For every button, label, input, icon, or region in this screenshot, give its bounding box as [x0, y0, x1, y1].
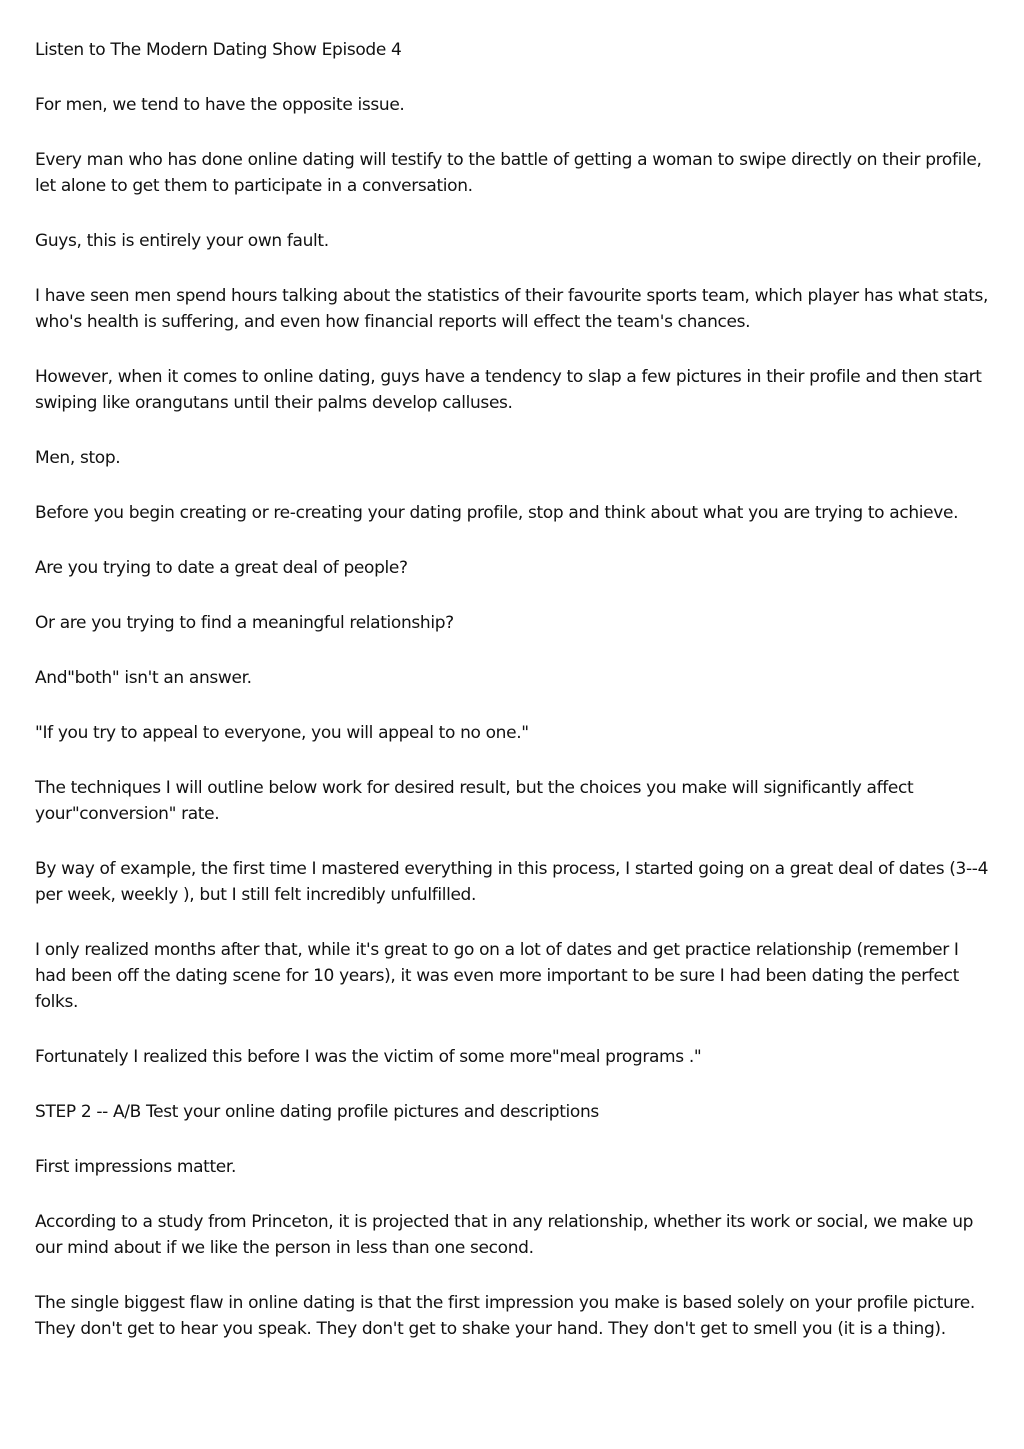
paragraph: And"both" isn't an answer. [35, 668, 252, 688]
paragraph: The single biggest flaw in online dating is that the first impression you make is based solely on your profile picture. They don't get to hear you speak. They don't get to shake your hand. They don't get to smell you (it is a thing). [35, 1293, 975, 1339]
paragraph: First impressions matter. [35, 1157, 237, 1177]
paragraph: However, when it comes to online dating, guys have a tendency to slap a few pictures in their profile and then start swiping like orangutans until their palms develop calluses. [35, 367, 982, 413]
paragraph: Fortunately I realized this before I was the victim of some more"meal programs ." [35, 1047, 702, 1067]
document-body [35, 37, 993, 1371]
paragraph: The techniques I will outline below work for desired result, but the choices you make will significantly affect your"conversion" rate. [35, 778, 914, 824]
paragraph: Guys, this is entirely your own fault. [35, 231, 329, 251]
paragraph: Before you begin creating or re-creating your dating profile, stop and think about what you are trying to achieve. [35, 503, 959, 523]
step-heading: STEP 2 -- A/B Test your online dating profile pictures and descriptions [35, 1102, 599, 1122]
paragraph: Every man who has done online dating will testify to the battle of getting a woman to swipe directly on their profile, let alone to get them to participate in a conversation. [35, 150, 982, 196]
paragraph: Or are you trying to find a meaningful relationship? [35, 613, 454, 633]
paragraph: For men, we tend to have the opposite issue. [35, 95, 405, 115]
paragraph: Men, stop. [35, 448, 121, 468]
quote-paragraph: "If you try to appeal to everyone, you will appeal to no one." [35, 723, 529, 743]
paragraph-episode-link: Listen to The Modern Dating Show Episode 4 [35, 40, 402, 60]
paragraph: I only realized months after that, while it's great to go on a lot of dates and get practice relationship (remember I had been off the dating scene for 10 years), it was even more important to be sure I had been dating the perfect folks. [35, 940, 959, 1012]
paragraph: I have seen men spend hours talking about the statistics of their favourite sports team, which player has what stats, who's health is suffering, and even how financial reports will effect the team's chances. [35, 286, 989, 332]
paragraph: By way of example, the first time I mastered everything in this process, I started going on a great deal of dates (3--4 per week, weekly ), but I still felt incredibly unfulfilled. [35, 859, 989, 905]
paragraph: According to a study from Princeton, it is projected that in any relationship, whether its work or social, we make up our mind about if we like the person in less than one second. [35, 1212, 974, 1258]
paragraph: Are you trying to date a great deal of people? [35, 558, 408, 578]
